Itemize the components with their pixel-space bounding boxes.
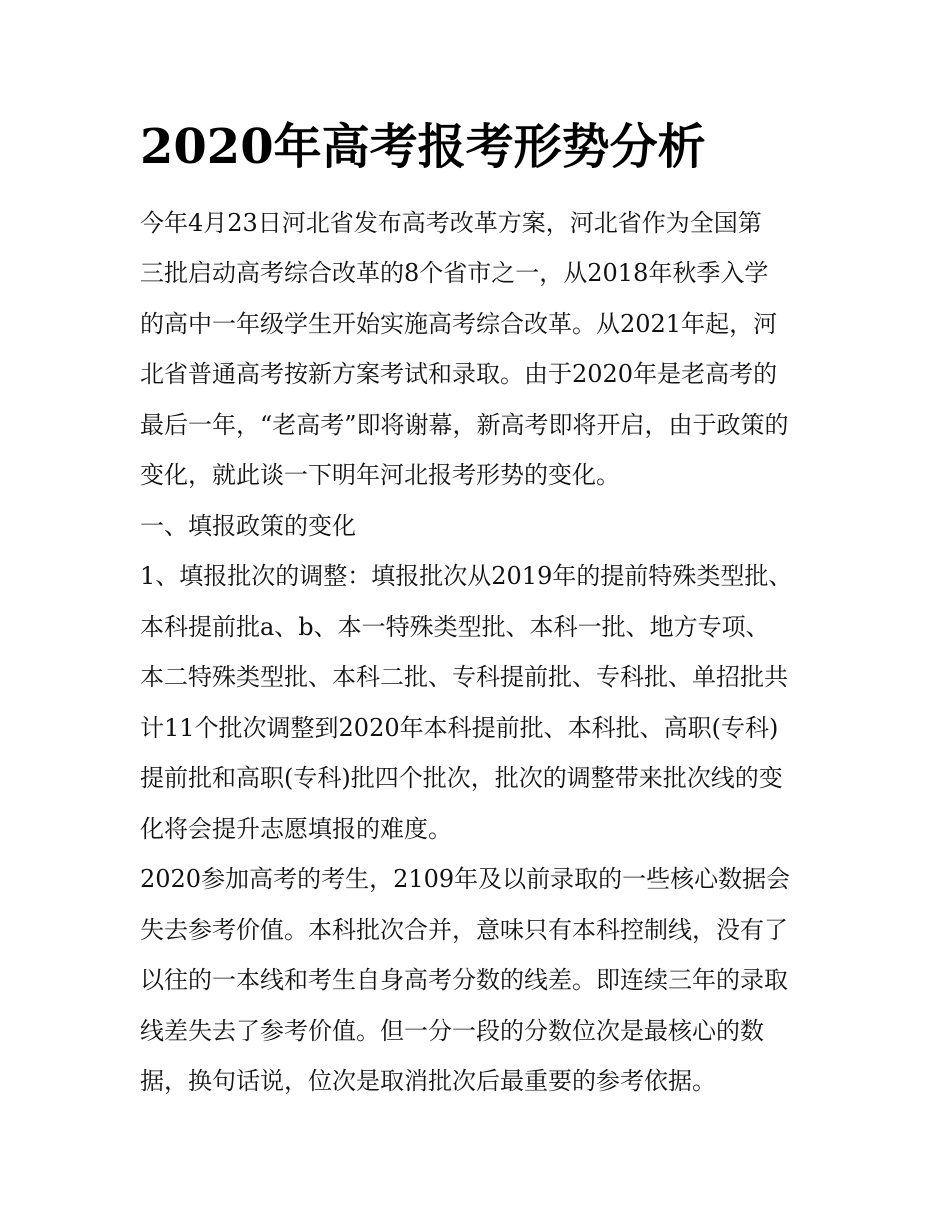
document-title: 2020年高考报考形势分析 — [140, 119, 706, 175]
paragraph-line: 失去参考价值。本科批次合并，意味只有本科控制线，没有了 — [140, 916, 788, 944]
paragraph-line: 据，换句话说，位次是取消批次后最重要的参考依据。 — [140, 1067, 716, 1095]
paragraph-line: 北省普通高考按新方案考试和录取。由于2020年是老高考的 — [140, 360, 778, 388]
paragraph-line: 化将会提升志愿填报的难度。 — [140, 815, 452, 843]
paragraph-line: 以往的一本线和考生自身高考分数的线差。即连续三年的录取 — [140, 966, 788, 994]
paragraph-line: 线差失去了参考价值。但一分一段的分数位次是最核心的数 — [140, 1017, 764, 1045]
paragraph-line: 本科提前批a、b、本一特殊类型批、本科一批、地方专项、 — [140, 613, 770, 641]
paragraph-line: 1、填报批次的调整：填报批次从2019年的提前特殊类型批、 — [140, 562, 793, 590]
paragraph-line: 今年4月23日河北省发布高考改革方案，河北省作为全国第 — [140, 209, 762, 237]
paragraph-line: 三批启动高考综合改革的8个省市之一，从2018年秋季入学 — [140, 259, 769, 287]
paragraph-line: 本二特殊类型批、本科二批、专科提前批、专科批、单招批共 — [140, 663, 788, 691]
paragraph-line: 2020参加高考的考生，2109年及以前录取的一些核心数据会 — [140, 865, 791, 893]
paragraph-line: 变化，就此谈一下明年河北报考形势的变化。 — [140, 461, 620, 489]
paragraph-line: 的高中一年级学生开始实施高考综合改革。从2021年起，河 — [140, 310, 778, 338]
paragraph-line: 提前批和高职(专科)批四个批次，批次的调整带来批次线的变 — [140, 764, 783, 792]
paragraph-line: 最后一年，“老高考”即将谢幕，新高考即将开启，由于政策的 — [140, 411, 789, 439]
paragraph-line: 计11个批次调整到2020年本科提前批、本科批、高职(专科) — [140, 714, 779, 742]
section-heading: 一、填报政策的变化 — [140, 512, 356, 540]
